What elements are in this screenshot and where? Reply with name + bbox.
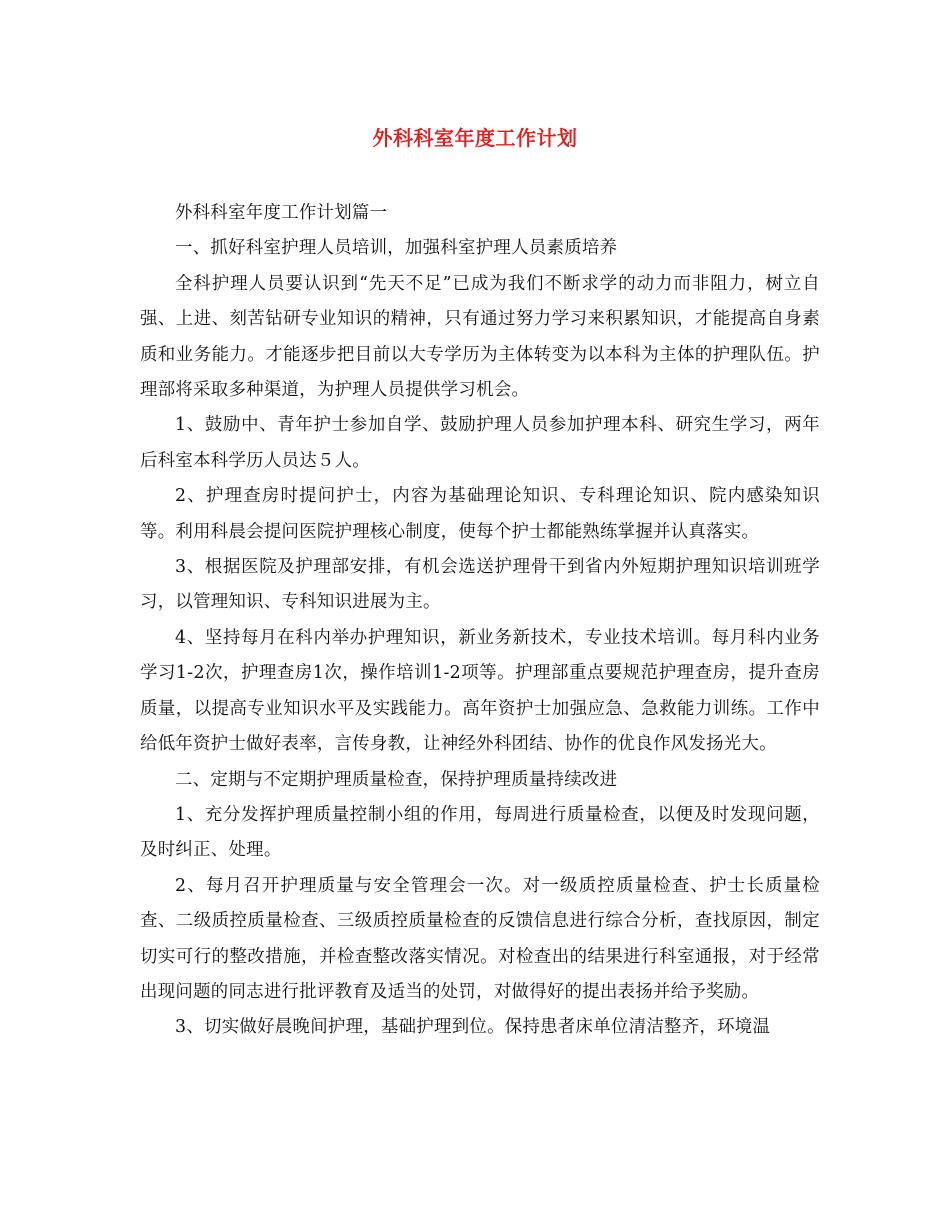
list-item: 2、护理查房时提问护士，内容为基础理论知识、专科理论知识、院内感染知识等。利用科晨会提问医院护理核心制度，使每个护士都能熟练掌握并认真落实。 <box>140 486 820 542</box>
list-item: 1、鼓励中、青年护士参加自学、鼓励护理人员参加护理本科、研究生学习，两年后科室本科学历人员达５人。 <box>140 415 820 471</box>
list-item: 3、切实做好晨晚间护理，基础护理到位。保持患者床单位清洁整齐，环境温 <box>175 1017 771 1038</box>
list-item: 1、充分发挥护理质量控制小组的作用，每周进行质量检查，以便及时发现问题，及时纠正、处理。 <box>140 804 820 861</box>
paragraph-heading: 外科科室年度工作计划篇一 <box>175 203 388 223</box>
document-title: 外科科室年度工作计划 <box>372 126 578 150</box>
list-item: 2、每月召开护理质量与安全管理会一次。对一级质控质量检查、护士长质量检查、二级质控质量检查、三级质控质量检查的反馈信息进行综合分析，查找原因，制定切实可行的整改措施，并检查整改落实情况。对检查出的结果进行科室通报，对于经常出现问题的同志进行批评教育及适当的处罚，对做得好的提出表扬并给予奖励。 <box>140 875 820 1002</box>
paragraph: 全科护理人员要认识到“先天不足”已成为我们不断求学的动力而非阻力，树立自强、上进、刻苦钻研专业知识的精神，只有通过努力学习来积累知识，才能提高自身素质和业务能力。才能逐步把目前以大专学历为主体转变为以本科为主体的护理队伍。护理部将采取多种渠道，为护理人员提供学习机会。 <box>140 273 820 401</box>
document-body <box>140 196 820 1046</box>
section-heading-2: 二、定期与不定期护理质量检查，保持护理质量持续改进 <box>175 769 618 790</box>
list-item: 3、根据医院及护理部安排，有机会选送护理骨干到省内外短期护理知识培训班学习，以管理知识、专科知识进展为主。 <box>140 557 820 613</box>
section-heading-1: 一、抓好科室护理人员培训，加强科室护理人员素质培养 <box>175 238 618 259</box>
list-item: 4、坚持每月在科内举办护理知识，新业务新技术，专业技术培训。每月科内业务学习1-2次，护理查房1次，操作培训1-2项等。护理部重点要规范护理查房，提升查房质量，以提高专业知识水平及实践能力。高年资护士加强应急、急救能力训练。工作中给低年资护士做好表率，言传身教，让神经外科团结、协作的优良作风发扬光大。 <box>140 627 820 755</box>
